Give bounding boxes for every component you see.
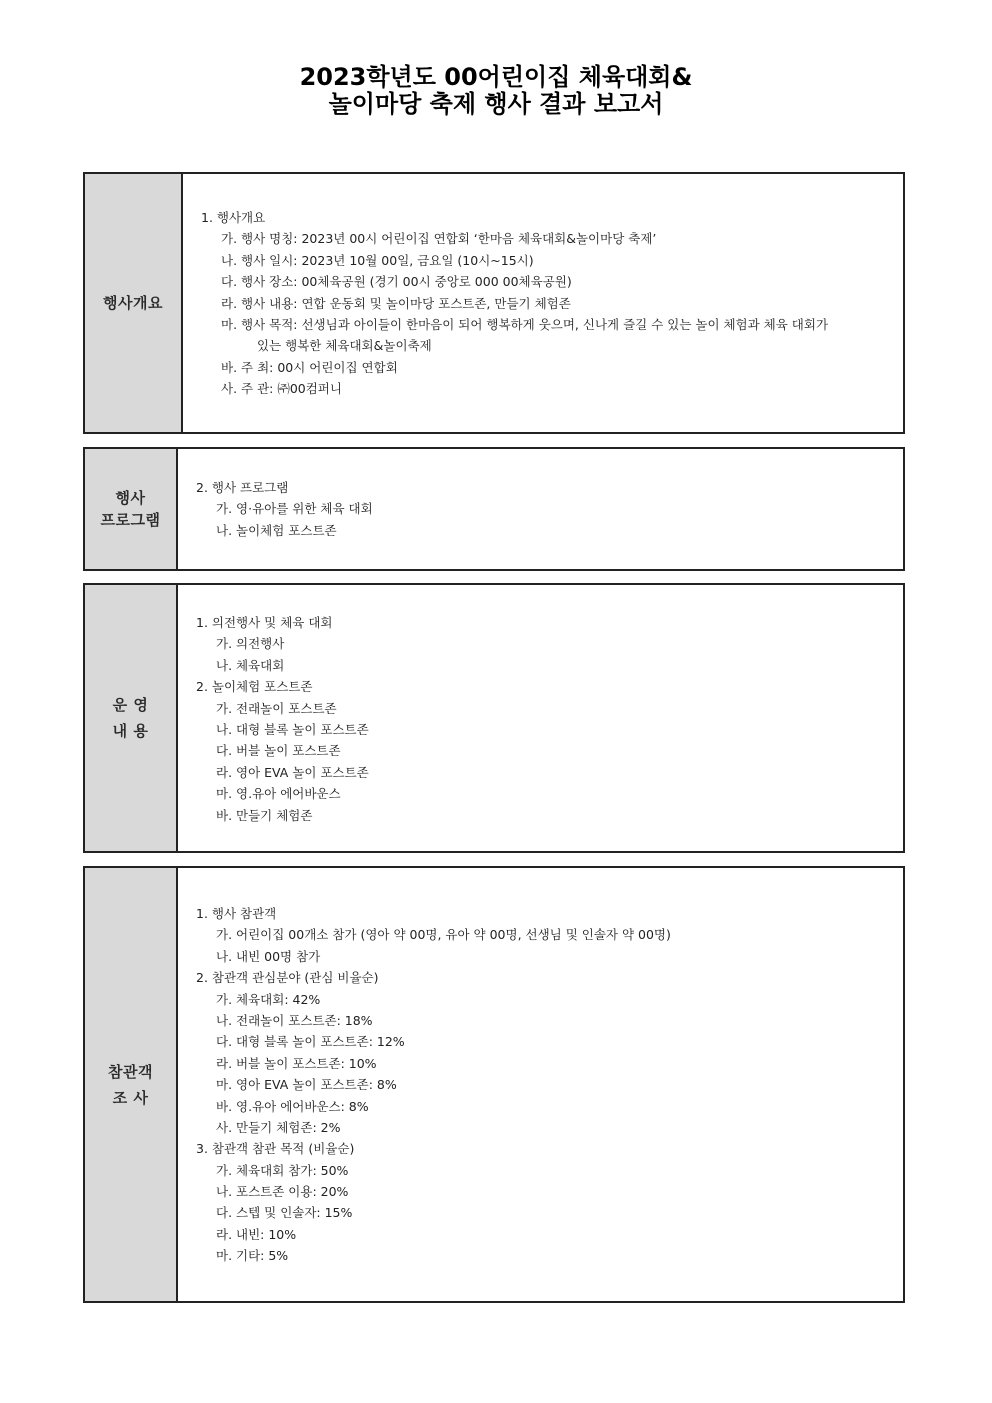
section-content xyxy=(183,174,903,432)
section-list-item: 가. 체육대회 참가: 50% xyxy=(216,1162,349,1178)
section-list-item: 마. 기타: 5% xyxy=(216,1248,289,1264)
section-list-item: 다. 스텝 및 인솔자: 15% xyxy=(216,1205,353,1221)
section-list-item: 가. 행사 명칭: 2023년 00시 어린이집 연합회 ‘한마음 체육대회&놀이마당 축제’ xyxy=(221,231,657,247)
section-list-item: 라. 영아 EVA 놀이 포스트존 xyxy=(216,764,369,780)
section-list-item: 나. 대형 블록 놀이 포스트존 xyxy=(216,721,369,737)
section-list-item: 나. 행사 일시: 2023년 10월 00일, 금요일 (10시~15시) xyxy=(221,252,534,268)
section-list-item: 라. 행사 내용: 연합 운동회 및 놀이마당 포스트존, 만들기 체험존 xyxy=(221,295,571,311)
section-label-cell xyxy=(85,174,183,432)
section-list-item: 다. 행사 장소: 00체육공원 (경기 00시 중앙로 000 00체육공원) xyxy=(221,274,572,290)
section-list-item: 있는 행복한 체육대회&놀이축제 xyxy=(257,338,432,354)
section-list-item: 마. 영.유아 에어바운스 xyxy=(216,786,341,802)
section-list-item: 마. 행사 목적: 선생님과 아이들이 한마음이 되어 행복하게 웃으며, 신나게 즐길 수 있는 놀이 체험과 체육 대회가 xyxy=(221,316,829,332)
section-label-cell xyxy=(85,449,178,569)
section-list-item: 가. 어린이집 00개소 참가 (영아 약 00명, 유아 약 00명, 선생님 및 인솔자 약 00명) xyxy=(216,927,671,943)
section-list-item: 나. 체육대회 xyxy=(216,657,285,673)
section-list-item: 바. 영.유아 에어바운스: 8% xyxy=(216,1098,369,1114)
section-visitor-survey xyxy=(83,866,905,1303)
section-label: 행사 프로그램 xyxy=(100,489,161,529)
section-event-overview xyxy=(83,172,905,434)
section-list-item: 나. 내빈 00명 참가 xyxy=(216,948,321,964)
section-content xyxy=(178,868,903,1301)
document-title-line-1: 2023학년도 00어린이집 체육대회& xyxy=(299,63,693,91)
section-heading-item: 1. 의전행사 및 체육 대회 xyxy=(196,615,333,630)
section-content xyxy=(178,449,903,569)
section-list-item: 다. 대형 블록 놀이 포스트존: 12% xyxy=(216,1034,405,1050)
section-list-item: 바. 주 최: 00시 어린이집 연합회 xyxy=(221,359,398,375)
section-list-item: 가. 전래놀이 포스트존 xyxy=(216,700,337,716)
section-heading-item: 2. 행사 프로그램 xyxy=(196,480,289,495)
section-label: 운 영 내 용 xyxy=(112,696,149,740)
section-list-item: 가. 체육대회: 42% xyxy=(216,991,321,1007)
document-title-line-2: 놀이마당 축제 행사 결과 보고서 xyxy=(328,90,664,118)
section-label-cell xyxy=(85,585,178,851)
section-heading-item: 1. 행사 참관객 xyxy=(196,906,277,921)
section-list-item: 가. 영·유아를 위한 체육 대회 xyxy=(216,501,373,517)
section-event-program xyxy=(83,447,905,571)
section-heading-item: 2. 참관객 관심분야 (관심 비율순) xyxy=(196,970,379,986)
section-heading-item: 3. 참관객 참관 목적 (비율순) xyxy=(196,1141,355,1157)
section-list-item: 사. 주 관: ㈜00컴퍼니 xyxy=(221,381,342,397)
section-operation-details xyxy=(83,583,905,853)
section-content xyxy=(178,585,903,851)
document-title xyxy=(0,64,992,118)
section-label: 참관객 조 사 xyxy=(108,1062,153,1107)
section-list-item: 나. 전래놀이 포스트존: 18% xyxy=(216,1012,373,1028)
section-list-item: 라. 내빈: 10% xyxy=(216,1226,297,1242)
section-label: 행사개요 xyxy=(103,294,163,312)
section-heading-item: 1. 행사개요 xyxy=(201,210,266,225)
section-list-item: 사. 만들기 체험존: 2% xyxy=(216,1119,341,1135)
section-label-cell xyxy=(85,868,178,1301)
section-list-item: 나. 포스트존 이용: 20% xyxy=(216,1184,349,1200)
section-list-item: 바. 만들기 체험존 xyxy=(216,807,313,823)
section-list-item: 다. 버블 놀이 포스트존 xyxy=(216,743,341,759)
section-list-item: 가. 의전행사 xyxy=(216,636,285,652)
section-list-item: 나. 놀이체험 포스트존 xyxy=(216,522,337,538)
section-heading-item: 2. 놀이체험 포스트존 xyxy=(196,679,313,695)
section-list-item: 마. 영아 EVA 놀이 포스트존: 8% xyxy=(216,1077,397,1093)
section-list-item: 라. 버블 놀이 포스트존: 10% xyxy=(216,1055,377,1071)
